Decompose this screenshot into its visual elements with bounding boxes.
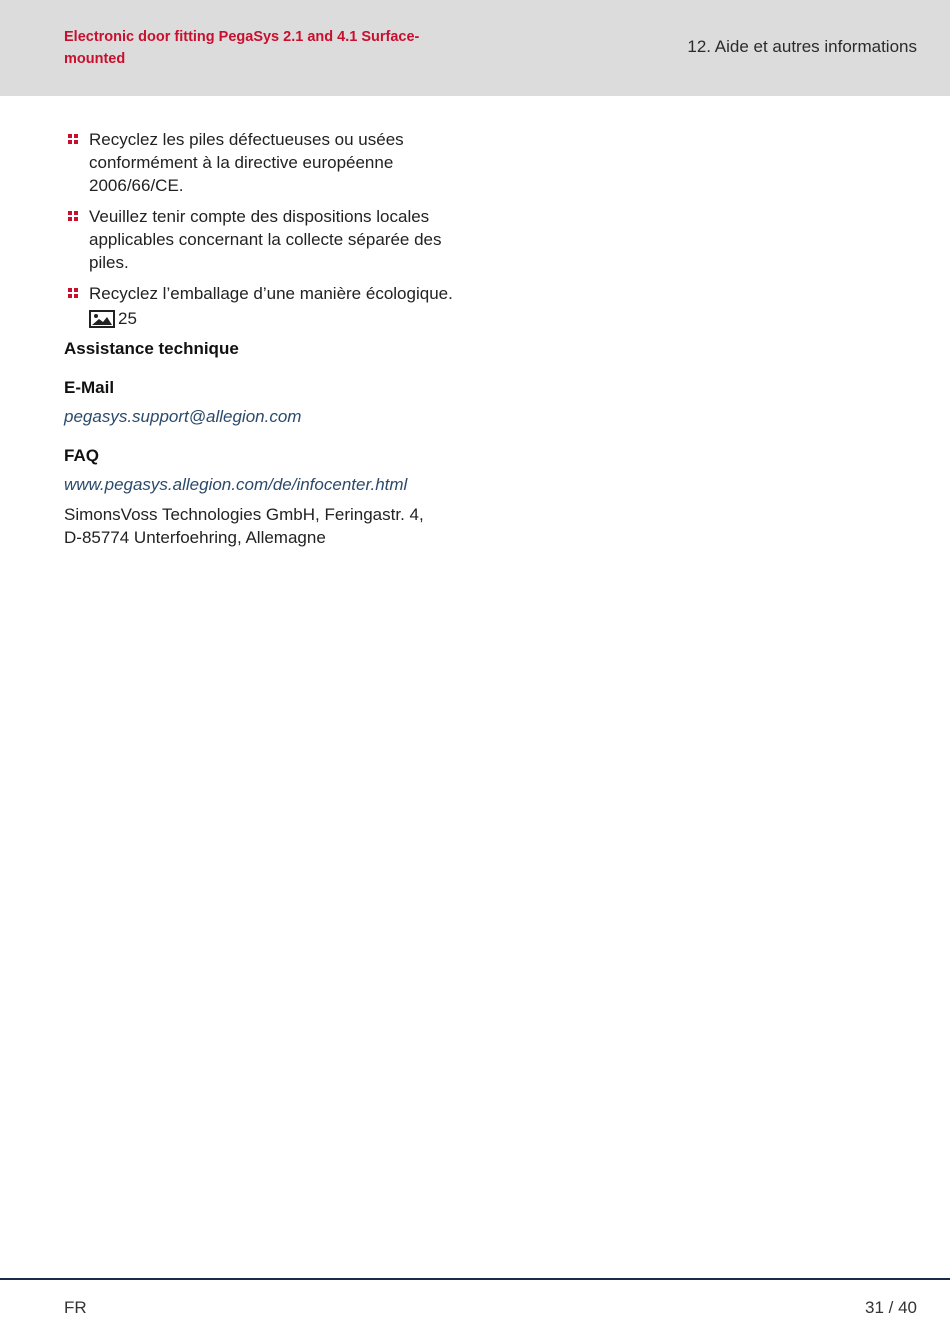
faq-label: FAQ <box>64 446 99 465</box>
figure-reference[interactable] <box>89 307 464 330</box>
support-heading: Assistance technique <box>64 339 239 358</box>
support-email-link[interactable]: pegasys.support@allegion.com <box>64 407 302 426</box>
list-item-text: Recyclez les piles défectueuses ou usées conformément à la directive européenne 2006/66/CE. <box>89 130 404 195</box>
list-item <box>64 128 464 197</box>
main-content <box>64 128 464 549</box>
list-item-text: Recyclez l’emballage d’une manière écologique. <box>89 284 453 303</box>
address-line-2: D-85774 Unterfoehring, Allemagne <box>64 528 326 547</box>
footer-language: FR <box>64 1298 87 1317</box>
email-label: E-Mail <box>64 378 115 397</box>
figure-reference-page: 25 <box>118 309 137 328</box>
company-address <box>64 503 464 549</box>
address-line-1: SimonsVoss Technologies GmbH, Feringastr. 4, <box>64 505 424 524</box>
faq-link[interactable]: www.pegasys.allegion.com/de/infocenter.html <box>64 475 408 494</box>
footer-divider <box>0 1278 950 1280</box>
bullet-icon <box>68 134 79 145</box>
list-item <box>64 282 464 330</box>
list-item-text: Veuillez tenir compte des dispositions locales applicables concernant la collecte séparée des piles. <box>89 207 442 272</box>
document-title: Electronic door fitting PegaSys 2.1 and 4.1 Surface-mounted <box>64 29 420 67</box>
bullet-icon <box>68 211 79 222</box>
page-number: 31 / 40 <box>865 1298 917 1317</box>
page-header <box>0 0 950 96</box>
image-icon <box>89 310 115 328</box>
bullet-icon <box>68 288 79 299</box>
recycling-list <box>64 128 464 330</box>
list-item <box>64 205 464 274</box>
section-title: 12. Aide et autres informations <box>687 37 917 56</box>
